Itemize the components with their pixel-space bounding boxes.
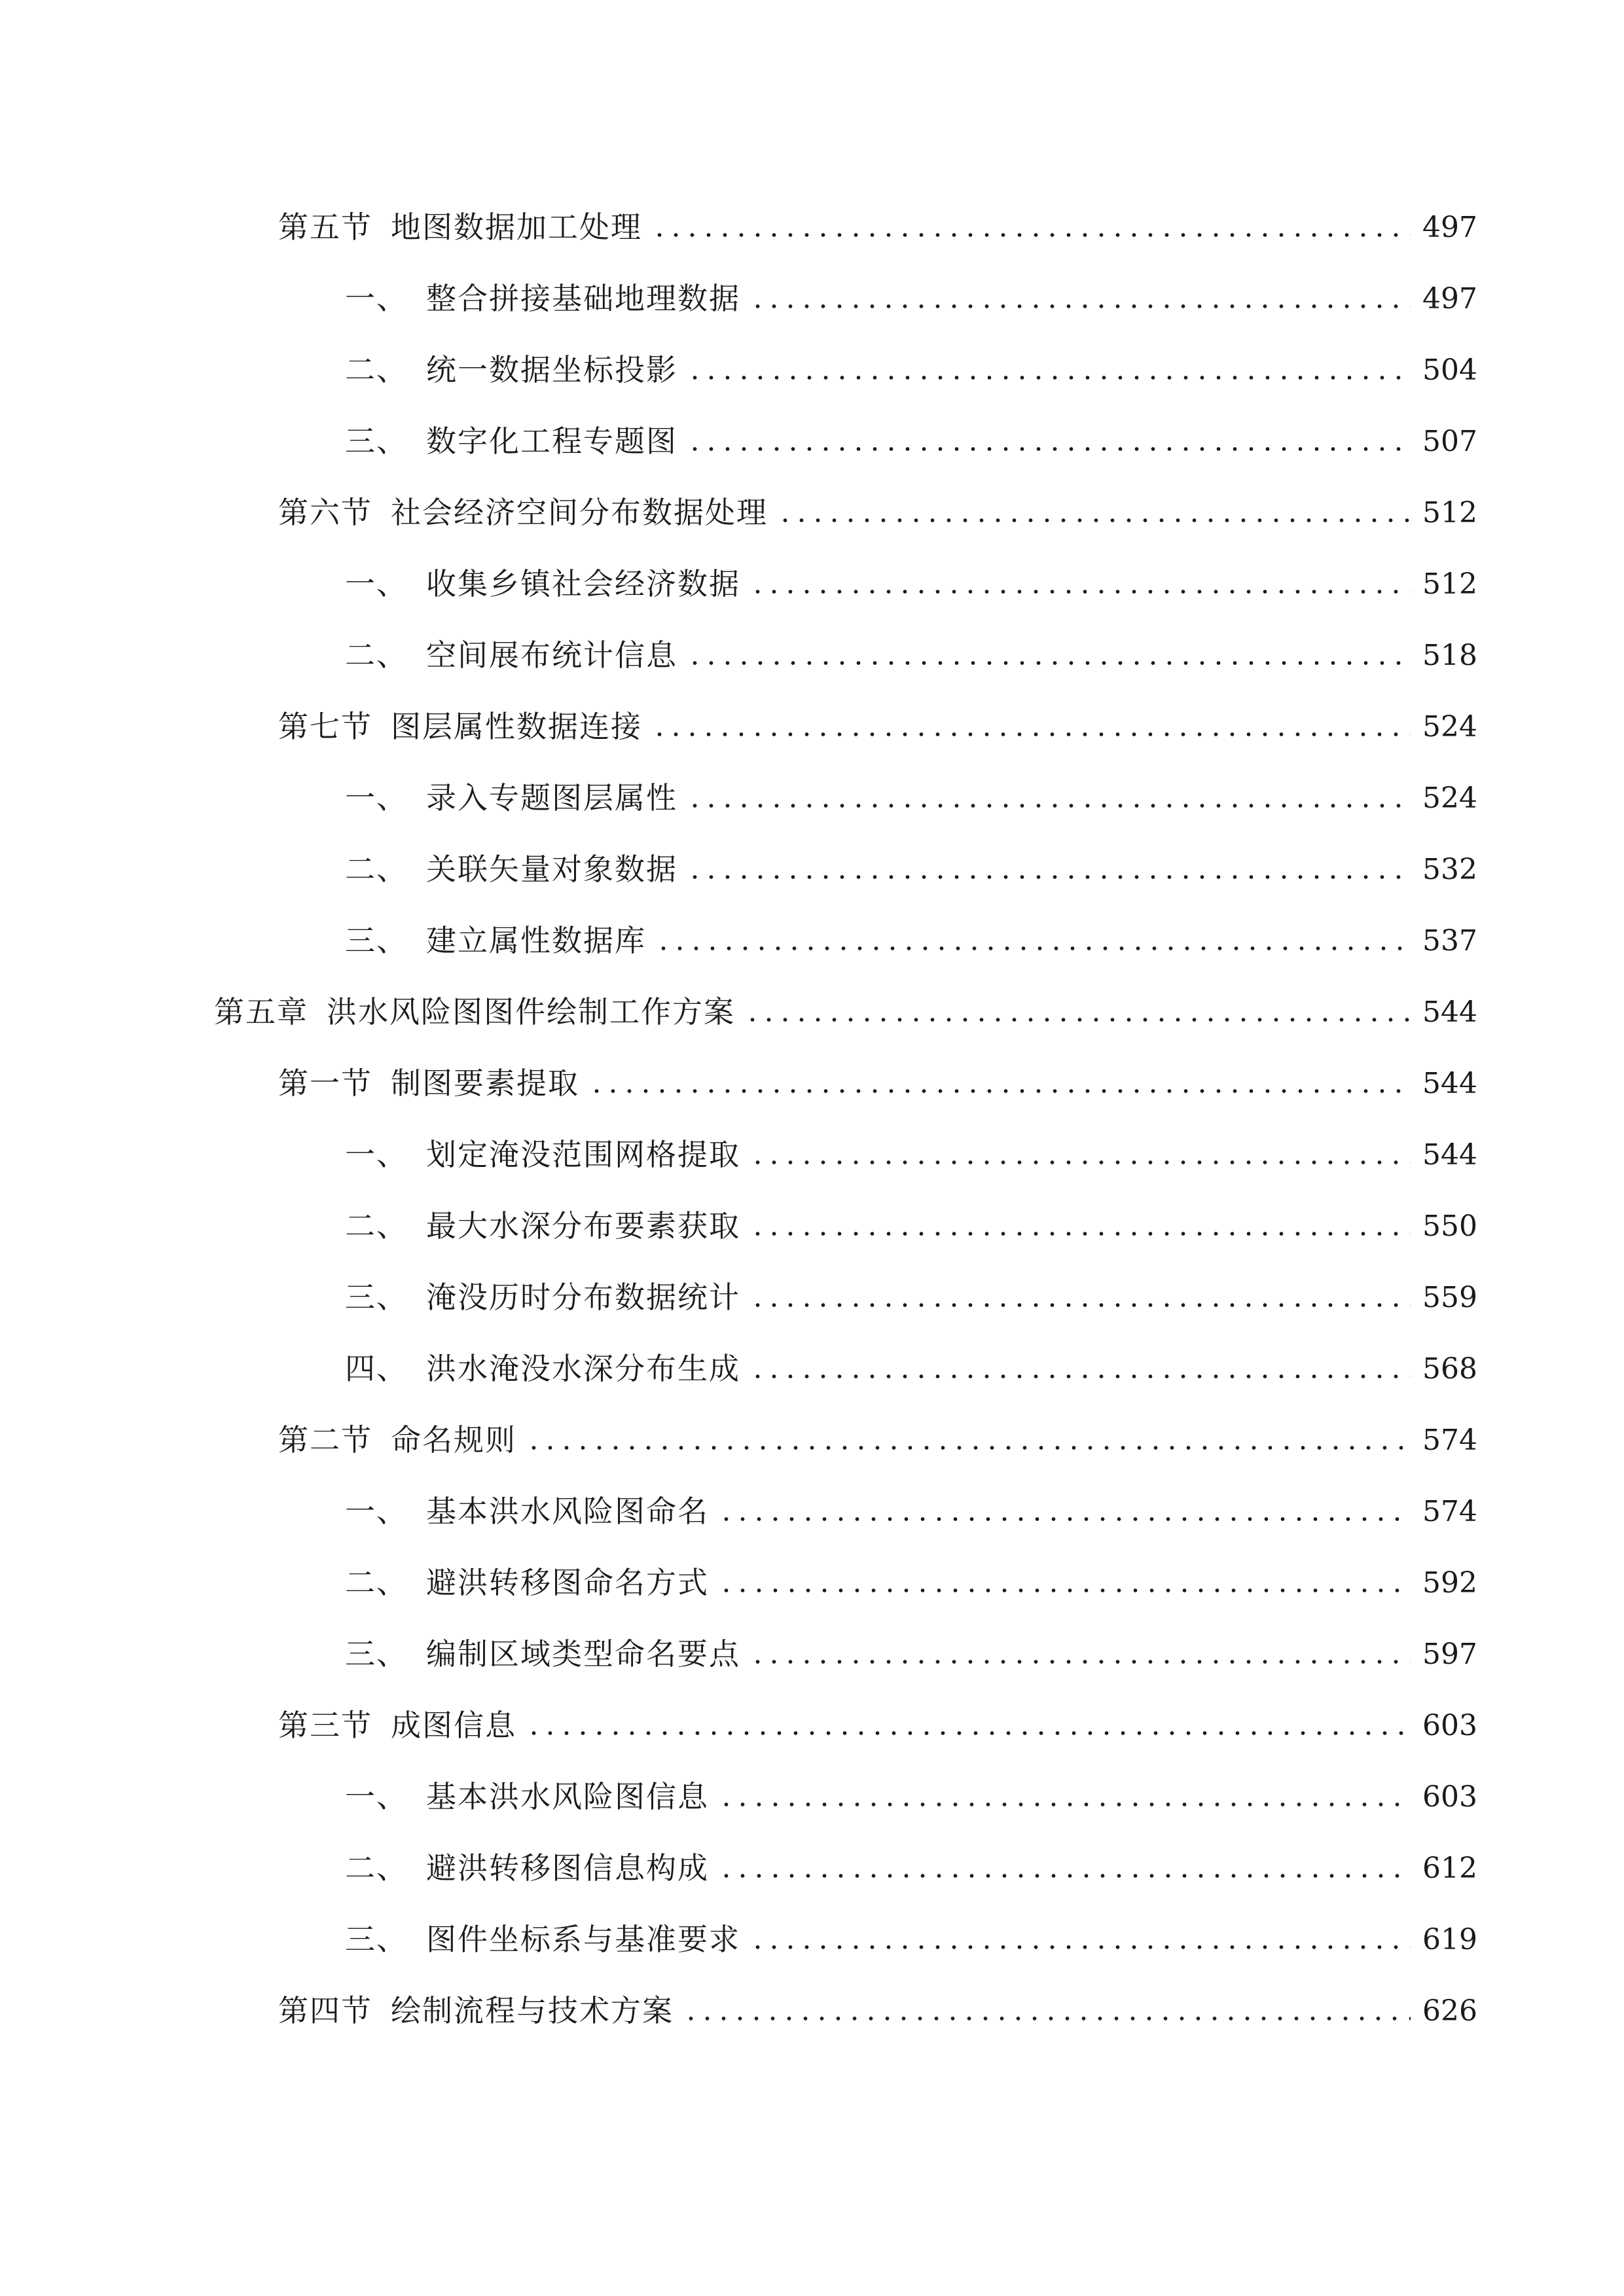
toc-entry[interactable] bbox=[345, 553, 1477, 599]
toc-page-number: 626 bbox=[1422, 1994, 1477, 2028]
toc-entry[interactable] bbox=[345, 268, 1477, 314]
toc-entry-title bbox=[345, 1280, 740, 1315]
toc-page-number: 544 bbox=[1422, 996, 1477, 1029]
toc-entry[interactable] bbox=[214, 981, 1477, 1030]
dot-leader bbox=[687, 374, 1411, 381]
dot-leader bbox=[718, 1587, 1411, 1594]
toc-page-number: 550 bbox=[1422, 1210, 1477, 1243]
toc-page-number: 497 bbox=[1422, 282, 1477, 315]
toc-entry[interactable] bbox=[345, 1266, 1477, 1315]
toc-entry-title bbox=[345, 1636, 740, 1672]
toc-entry-marker: 二、 bbox=[345, 852, 408, 887]
toc-entry-marker: 第二节 bbox=[278, 1422, 372, 1458]
dot-leader bbox=[687, 660, 1411, 666]
dot-leader bbox=[718, 1516, 1411, 1522]
toc-entry-text: 整合拼接基础地理数据 bbox=[426, 281, 740, 316]
toc-entry-title bbox=[345, 852, 677, 887]
toc-entry[interactable] bbox=[345, 1552, 1477, 1598]
toc-entry-text: 统一数据坐标投影 bbox=[426, 352, 677, 387]
toc-page-number: 568 bbox=[1422, 1352, 1477, 1386]
toc-entry-marker: 第三节 bbox=[278, 1708, 372, 1743]
toc-entry-text: 基本洪水风险图命名 bbox=[426, 1494, 709, 1529]
toc-entry-text: 划定淹没范围网格提取 bbox=[426, 1137, 740, 1172]
toc-entry-title bbox=[345, 1494, 709, 1529]
toc-entry[interactable] bbox=[345, 1480, 1477, 1529]
dot-leader bbox=[526, 1444, 1411, 1451]
toc-entry[interactable] bbox=[278, 1052, 1477, 1101]
toc-entry[interactable] bbox=[278, 1980, 1477, 2026]
toc-entry-title bbox=[345, 1779, 709, 1814]
toc-entry[interactable] bbox=[345, 767, 1477, 816]
toc-entry-title bbox=[345, 566, 740, 601]
toc-entry-title bbox=[278, 497, 768, 528]
toc-entry-marker: 一、 bbox=[345, 281, 408, 316]
toc-entry-text: 绘制流程与技术方案 bbox=[391, 1993, 674, 2028]
toc-entry-text: 数字化工程专题图 bbox=[426, 423, 677, 459]
dot-leader bbox=[683, 2015, 1411, 2022]
toc-entry-marker: 第四节 bbox=[278, 1993, 372, 2028]
toc-page-number: 544 bbox=[1422, 1067, 1477, 1100]
dot-leader bbox=[749, 1159, 1411, 1166]
toc-entry[interactable] bbox=[345, 1338, 1477, 1384]
dot-leader bbox=[687, 802, 1411, 809]
toc-entry-text: 避洪转移图信息构成 bbox=[426, 1850, 709, 1886]
toc-entry-marker: 第一节 bbox=[278, 1066, 372, 1101]
toc-entry-title bbox=[345, 1139, 740, 1170]
toc-entry-marker: 二、 bbox=[345, 1565, 408, 1600]
dot-leader bbox=[651, 232, 1411, 238]
toc-entry[interactable] bbox=[345, 838, 1477, 887]
toc-entry[interactable] bbox=[345, 1766, 1477, 1812]
toc-entry-text: 关联矢量对象数据 bbox=[426, 852, 677, 887]
toc-entry[interactable] bbox=[345, 339, 1477, 385]
dot-leader bbox=[718, 1801, 1411, 1808]
toc-entry-title bbox=[345, 637, 677, 673]
dot-leader bbox=[687, 874, 1411, 880]
toc-page-number: 597 bbox=[1422, 1638, 1477, 1671]
toc-entry-marker: 三、 bbox=[345, 1636, 408, 1672]
toc-entry[interactable] bbox=[345, 1909, 1477, 1957]
toc-entry-title bbox=[345, 423, 677, 459]
toc-entry-title bbox=[278, 1066, 579, 1101]
toc-entry-text: 图层属性数据连接 bbox=[391, 709, 642, 744]
toc-entry-title bbox=[345, 1850, 709, 1886]
toc-entry-text: 图件坐标系与基准要求 bbox=[426, 1922, 740, 1957]
toc-entry-title bbox=[345, 925, 646, 956]
dot-leader bbox=[749, 1659, 1411, 1665]
dot-leader bbox=[588, 1088, 1411, 1094]
toc-entry-text: 地图数据加工处理 bbox=[391, 209, 642, 245]
dot-leader bbox=[655, 945, 1411, 952]
toc-page-number: 532 bbox=[1422, 853, 1477, 886]
toc-entry-marker: 第六节 bbox=[278, 495, 372, 530]
toc-entry-text: 社会经济空间分布数据处理 bbox=[391, 495, 768, 530]
dot-leader bbox=[749, 588, 1411, 595]
dot-leader bbox=[718, 1873, 1411, 1879]
toc-entry-title bbox=[214, 994, 735, 1030]
toc-entry-text: 录入专题图层属性 bbox=[426, 780, 677, 816]
toc-entry-title bbox=[345, 1565, 709, 1600]
toc-entry[interactable] bbox=[278, 1695, 1477, 1743]
toc-entry-text: 洪水风险图图件绘制工作方案 bbox=[327, 994, 735, 1030]
toc-entry-marker: 二、 bbox=[345, 1208, 408, 1244]
toc-page-number: 574 bbox=[1422, 1495, 1477, 1528]
toc-page-number: 507 bbox=[1422, 425, 1477, 458]
toc-page-number: 512 bbox=[1422, 567, 1477, 601]
toc-entry-text: 避洪转移图命名方式 bbox=[426, 1565, 709, 1600]
dot-leader bbox=[777, 517, 1411, 524]
dot-leader bbox=[749, 303, 1411, 310]
toc-entry[interactable] bbox=[278, 1409, 1477, 1458]
toc-entry-title bbox=[345, 1351, 740, 1386]
toc-entry[interactable] bbox=[345, 910, 1477, 956]
dot-leader bbox=[651, 731, 1411, 738]
toc-entry[interactable] bbox=[345, 1623, 1477, 1672]
toc-entry-text: 成图信息 bbox=[391, 1708, 516, 1743]
toc-entry[interactable] bbox=[345, 1124, 1477, 1170]
toc-page-number: 612 bbox=[1422, 1852, 1477, 1885]
toc-entry-title bbox=[345, 283, 740, 314]
dot-leader bbox=[687, 446, 1411, 452]
toc-entry[interactable] bbox=[278, 196, 1477, 245]
toc-entry-title bbox=[345, 352, 677, 387]
toc-entry[interactable] bbox=[345, 410, 1477, 459]
toc-page-number: 524 bbox=[1422, 710, 1477, 744]
toc-page-number: 518 bbox=[1422, 639, 1477, 672]
toc-entry-text: 编制区域类型命名要点 bbox=[426, 1636, 740, 1672]
toc-entry-title bbox=[278, 1422, 516, 1458]
toc-page-number: 574 bbox=[1422, 1424, 1477, 1457]
toc-entry[interactable] bbox=[345, 1837, 1477, 1886]
toc-entry-text: 建立属性数据库 bbox=[426, 923, 646, 958]
dot-leader bbox=[749, 1302, 1411, 1308]
toc-entry-text: 收集乡镇社会经济数据 bbox=[426, 566, 740, 601]
toc-page-number: 524 bbox=[1422, 781, 1477, 815]
toc-entry-marker: 一、 bbox=[345, 566, 408, 601]
toc-entry-marker: 二、 bbox=[345, 352, 408, 387]
toc-page-number: 504 bbox=[1422, 353, 1477, 387]
toc-entry[interactable] bbox=[345, 1195, 1477, 1244]
toc-entry-title bbox=[345, 780, 677, 816]
toc-entry-marker: 一、 bbox=[345, 1137, 408, 1172]
toc-entry-title bbox=[345, 1208, 740, 1244]
toc-entry-title bbox=[278, 1993, 674, 2028]
toc-entry-marker: 一、 bbox=[345, 1494, 408, 1529]
toc-entry-marker: 第五节 bbox=[278, 209, 372, 245]
toc-page-number: 537 bbox=[1422, 924, 1477, 958]
toc-page-number: 603 bbox=[1422, 1780, 1477, 1814]
toc-entry-marker: 三、 bbox=[345, 923, 408, 958]
dot-leader bbox=[744, 1016, 1411, 1023]
toc-entry-text: 基本洪水风险图信息 bbox=[426, 1779, 709, 1814]
toc-entry-text: 空间展布统计信息 bbox=[426, 637, 677, 673]
toc-page-number: 603 bbox=[1422, 1709, 1477, 1742]
toc-entry-marker: 二、 bbox=[345, 1850, 408, 1886]
toc-entry-text: 淹没历时分布数据统计 bbox=[426, 1280, 740, 1315]
toc-page-number: 559 bbox=[1422, 1281, 1477, 1314]
toc-entry-marker: 第七节 bbox=[278, 709, 372, 744]
toc-page-number: 592 bbox=[1422, 1566, 1477, 1600]
toc-entry-title bbox=[345, 1922, 740, 1957]
dot-leader bbox=[526, 1730, 1411, 1736]
toc-entry-text: 最大水深分布要素获取 bbox=[426, 1208, 740, 1244]
toc-entry-text: 洪水淹没水深分布生成 bbox=[426, 1351, 740, 1386]
toc-entry-text: 制图要素提取 bbox=[391, 1066, 579, 1101]
toc-entry[interactable] bbox=[345, 624, 1477, 673]
toc-entry-marker: 三、 bbox=[345, 1280, 408, 1315]
toc-entry[interactable] bbox=[278, 696, 1477, 742]
toc-entry-title bbox=[278, 1708, 516, 1743]
dot-leader bbox=[749, 1944, 1411, 1950]
toc-entry-marker: 四、 bbox=[345, 1351, 408, 1386]
toc-page-number: 497 bbox=[1422, 211, 1477, 244]
toc-entry-marker: 三、 bbox=[345, 1922, 408, 1957]
toc-page-number: 544 bbox=[1422, 1138, 1477, 1172]
toc-entry-marker: 一、 bbox=[345, 780, 408, 816]
toc-entry-marker: 二、 bbox=[345, 637, 408, 673]
toc-entry-text: 命名规则 bbox=[391, 1422, 516, 1458]
toc-entry[interactable] bbox=[278, 482, 1477, 528]
toc-entry-marker: 第五章 bbox=[214, 994, 308, 1030]
dot-leader bbox=[749, 1373, 1411, 1380]
toc-page-number: 512 bbox=[1422, 496, 1477, 529]
toc-entry-title bbox=[278, 209, 642, 245]
toc-entry-title bbox=[278, 711, 642, 742]
toc-entry-marker: 三、 bbox=[345, 423, 408, 459]
toc-entry-marker: 一、 bbox=[345, 1779, 408, 1814]
dot-leader bbox=[749, 1230, 1411, 1237]
toc-page-number: 619 bbox=[1422, 1923, 1477, 1956]
